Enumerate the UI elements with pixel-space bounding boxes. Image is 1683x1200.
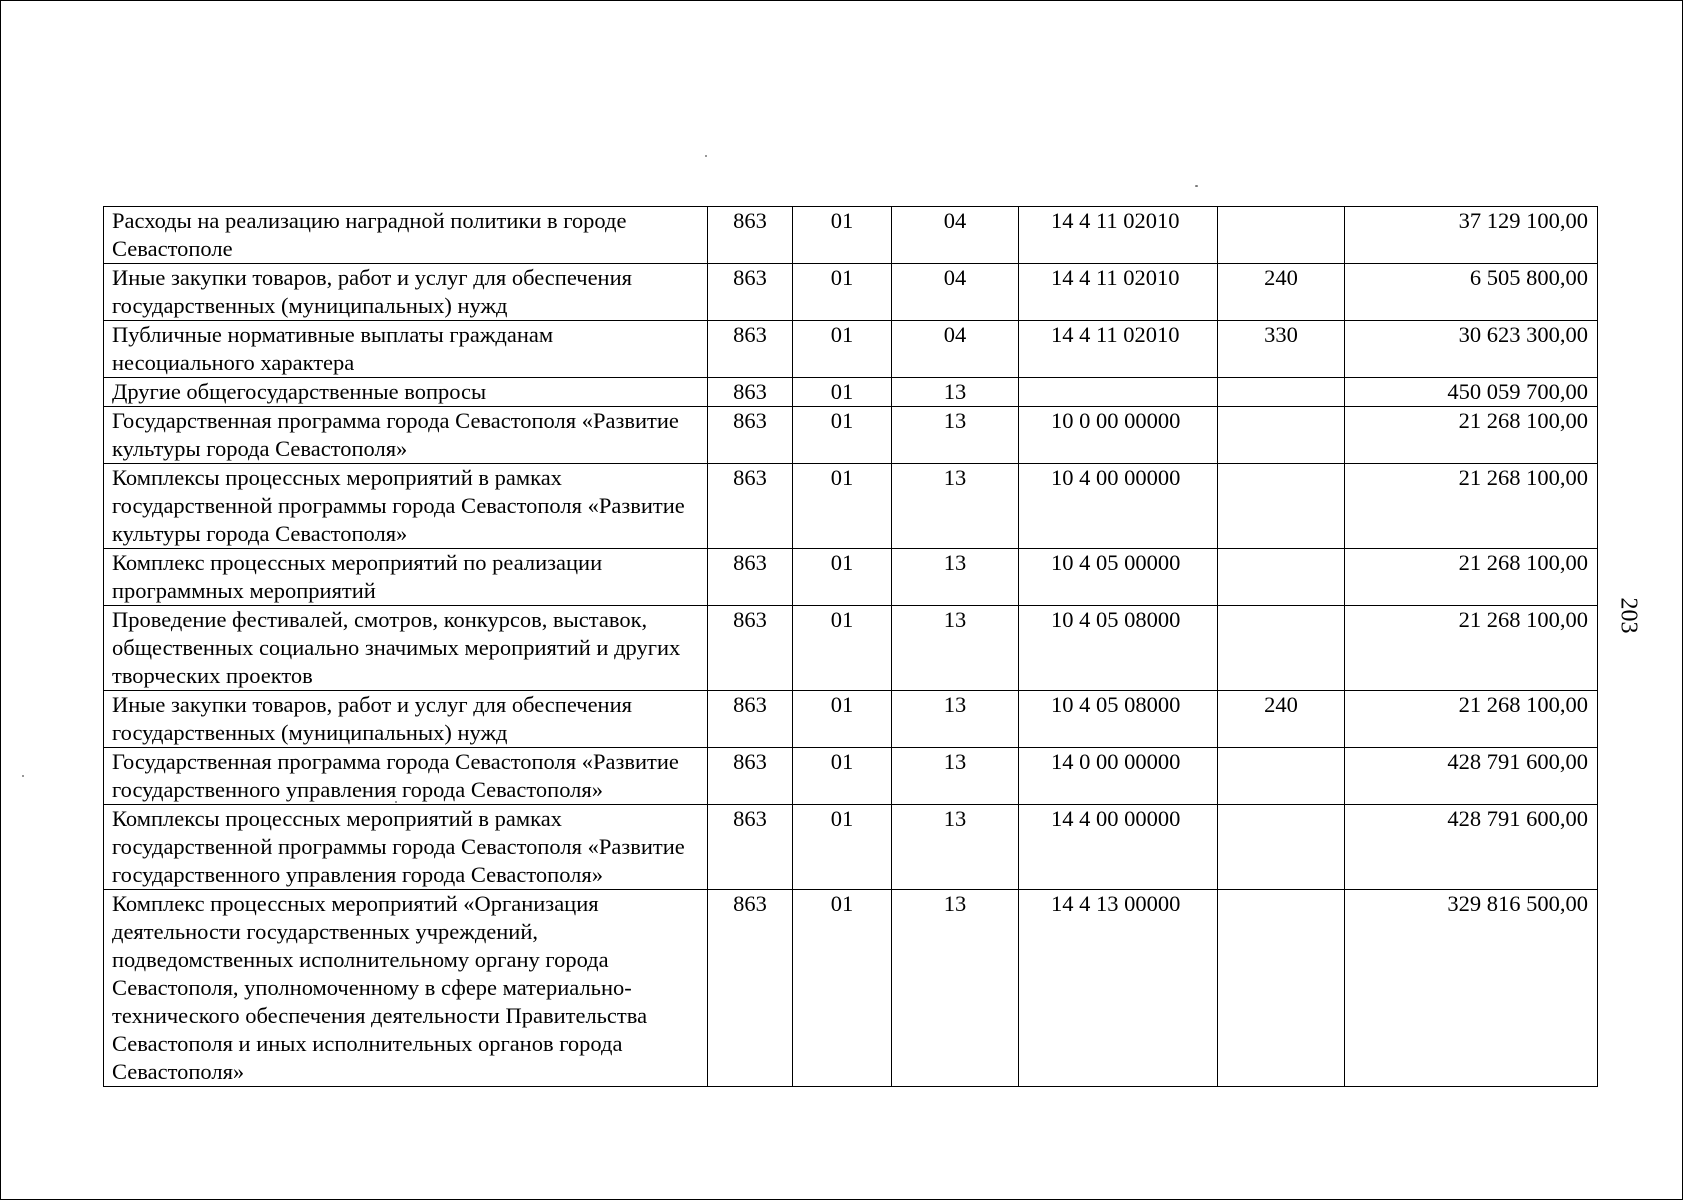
cell-amount: 329 816 500,00 bbox=[1345, 890, 1598, 1087]
cell-name: Иные закупки товаров, работ и услуг для обеспечения государственных (муниципальных) нужд bbox=[104, 691, 708, 748]
cell-grbs: 863 bbox=[708, 890, 793, 1087]
cell-name: Комплекс процессных мероприятий по реализации программных мероприятий bbox=[104, 549, 708, 606]
cell-target-article bbox=[1019, 378, 1218, 407]
cell-subsection: 13 bbox=[892, 549, 1019, 606]
cell-target-article: 14 0 00 00000 bbox=[1019, 748, 1218, 805]
cell-subsection: 04 bbox=[892, 207, 1019, 264]
table-row bbox=[104, 207, 1598, 264]
cell-section: 01 bbox=[793, 549, 892, 606]
cell-amount: 21 268 100,00 bbox=[1345, 464, 1598, 549]
table-row bbox=[104, 264, 1598, 321]
cell-grbs: 863 bbox=[708, 748, 793, 805]
scan-speck bbox=[1195, 185, 1198, 187]
cell-target-article: 10 0 00 00000 bbox=[1019, 407, 1218, 464]
cell-name: Иные закупки товаров, работ и услуг для обеспечения государственных (муниципальных) нужд bbox=[104, 264, 708, 321]
cell-section: 01 bbox=[793, 378, 892, 407]
cell-expense-type bbox=[1218, 207, 1345, 264]
cell-subsection: 13 bbox=[892, 691, 1019, 748]
cell-name: Расходы на реализацию наградной политики в городе Севастополе bbox=[104, 207, 708, 264]
table-row bbox=[104, 407, 1598, 464]
cell-name: Комплексы процессных мероприятий в рамках государственной программы города Севастополя «Развитие государственного управления города Севастополя» bbox=[104, 805, 708, 890]
cell-section: 01 bbox=[793, 606, 892, 691]
cell-section: 01 bbox=[793, 407, 892, 464]
budget-table bbox=[103, 206, 1598, 1087]
cell-section: 01 bbox=[793, 264, 892, 321]
cell-amount: 428 791 600,00 bbox=[1345, 805, 1598, 890]
cell-expense-type bbox=[1218, 464, 1345, 549]
table-row bbox=[104, 464, 1598, 549]
cell-section: 01 bbox=[793, 805, 892, 890]
cell-target-article: 14 4 11 02010 bbox=[1019, 207, 1218, 264]
table-row bbox=[104, 378, 1598, 407]
cell-name: Другие общегосударственные вопросы bbox=[104, 378, 708, 407]
table-row bbox=[104, 549, 1598, 606]
table-row bbox=[104, 805, 1598, 890]
cell-amount: 21 268 100,00 bbox=[1345, 407, 1598, 464]
scan-speck bbox=[22, 775, 24, 777]
cell-section: 01 bbox=[793, 207, 892, 264]
cell-amount: 21 268 100,00 bbox=[1345, 691, 1598, 748]
cell-grbs: 863 bbox=[708, 321, 793, 378]
cell-target-article: 10 4 05 08000 bbox=[1019, 691, 1218, 748]
table-row bbox=[104, 748, 1598, 805]
cell-expense-type: 240 bbox=[1218, 691, 1345, 748]
cell-target-article: 14 4 13 00000 bbox=[1019, 890, 1218, 1087]
cell-subsection: 04 bbox=[892, 321, 1019, 378]
cell-expense-type bbox=[1218, 748, 1345, 805]
cell-expense-type bbox=[1218, 890, 1345, 1087]
table-row bbox=[104, 691, 1598, 748]
cell-expense-type bbox=[1218, 549, 1345, 606]
cell-subsection: 13 bbox=[892, 606, 1019, 691]
page-number: 203 bbox=[1615, 597, 1642, 634]
cell-section: 01 bbox=[793, 748, 892, 805]
cell-grbs: 863 bbox=[708, 805, 793, 890]
cell-subsection: 04 bbox=[892, 264, 1019, 321]
cell-grbs: 863 bbox=[708, 407, 793, 464]
cell-amount: 21 268 100,00 bbox=[1345, 606, 1598, 691]
table-row bbox=[104, 890, 1598, 1087]
table-body bbox=[104, 207, 1598, 1087]
cell-grbs: 863 bbox=[708, 606, 793, 691]
cell-subsection: 13 bbox=[892, 748, 1019, 805]
cell-name: Государственная программа города Севастополя «Развитие государственного управления города Севастополя» bbox=[104, 748, 708, 805]
cell-grbs: 863 bbox=[708, 264, 793, 321]
cell-subsection: 13 bbox=[892, 407, 1019, 464]
cell-amount: 21 268 100,00 bbox=[1345, 549, 1598, 606]
cell-name: Публичные нормативные выплаты гражданам несоциального характера bbox=[104, 321, 708, 378]
scan-speck bbox=[705, 155, 707, 157]
cell-target-article: 10 4 05 08000 bbox=[1019, 606, 1218, 691]
cell-expense-type bbox=[1218, 378, 1345, 407]
cell-amount: 37 129 100,00 bbox=[1345, 207, 1598, 264]
cell-target-article: 14 4 00 00000 bbox=[1019, 805, 1218, 890]
cell-target-article: 14 4 11 02010 bbox=[1019, 264, 1218, 321]
cell-expense-type bbox=[1218, 407, 1345, 464]
cell-section: 01 bbox=[793, 691, 892, 748]
table-row bbox=[104, 606, 1598, 691]
cell-grbs: 863 bbox=[708, 378, 793, 407]
cell-amount: 428 791 600,00 bbox=[1345, 748, 1598, 805]
cell-subsection: 13 bbox=[892, 464, 1019, 549]
cell-grbs: 863 bbox=[708, 691, 793, 748]
cell-target-article: 10 4 05 00000 bbox=[1019, 549, 1218, 606]
cell-grbs: 863 bbox=[708, 207, 793, 264]
cell-name: Государственная программа города Севастополя «Развитие культуры города Севастополя» bbox=[104, 407, 708, 464]
cell-amount: 6 505 800,00 bbox=[1345, 264, 1598, 321]
cell-section: 01 bbox=[793, 464, 892, 549]
cell-section: 01 bbox=[793, 321, 892, 378]
cell-amount: 30 623 300,00 bbox=[1345, 321, 1598, 378]
cell-subsection: 13 bbox=[892, 890, 1019, 1087]
cell-target-article: 14 4 11 02010 bbox=[1019, 321, 1218, 378]
cell-subsection: 13 bbox=[892, 378, 1019, 407]
cell-expense-type bbox=[1218, 805, 1345, 890]
cell-amount: 450 059 700,00 bbox=[1345, 378, 1598, 407]
cell-subsection: 13 bbox=[892, 805, 1019, 890]
cell-expense-type: 330 bbox=[1218, 321, 1345, 378]
cell-expense-type: 240 bbox=[1218, 264, 1345, 321]
cell-expense-type bbox=[1218, 606, 1345, 691]
cell-name: Комплекс процессных мероприятий «Организация деятельности государственных учреждений, подведомственных исполнительному органу города Севастополя, уполномоченному в сфере материально-технического обеспечения деятельности Правительства Севастополя и иных исполнительных органов города Севастополя» bbox=[104, 890, 708, 1087]
cell-target-article: 10 4 00 00000 bbox=[1019, 464, 1218, 549]
cell-name: Проведение фестивалей, смотров, конкурсов, выставок, общественных социально значимых мероприятий и других творческих проектов bbox=[104, 606, 708, 691]
cell-name: Комплексы процессных мероприятий в рамках государственной программы города Севастополя «Развитие культуры города Севастополя» bbox=[104, 464, 708, 549]
cell-grbs: 863 bbox=[708, 464, 793, 549]
cell-section: 01 bbox=[793, 890, 892, 1087]
cell-grbs: 863 bbox=[708, 549, 793, 606]
table-row bbox=[104, 321, 1598, 378]
